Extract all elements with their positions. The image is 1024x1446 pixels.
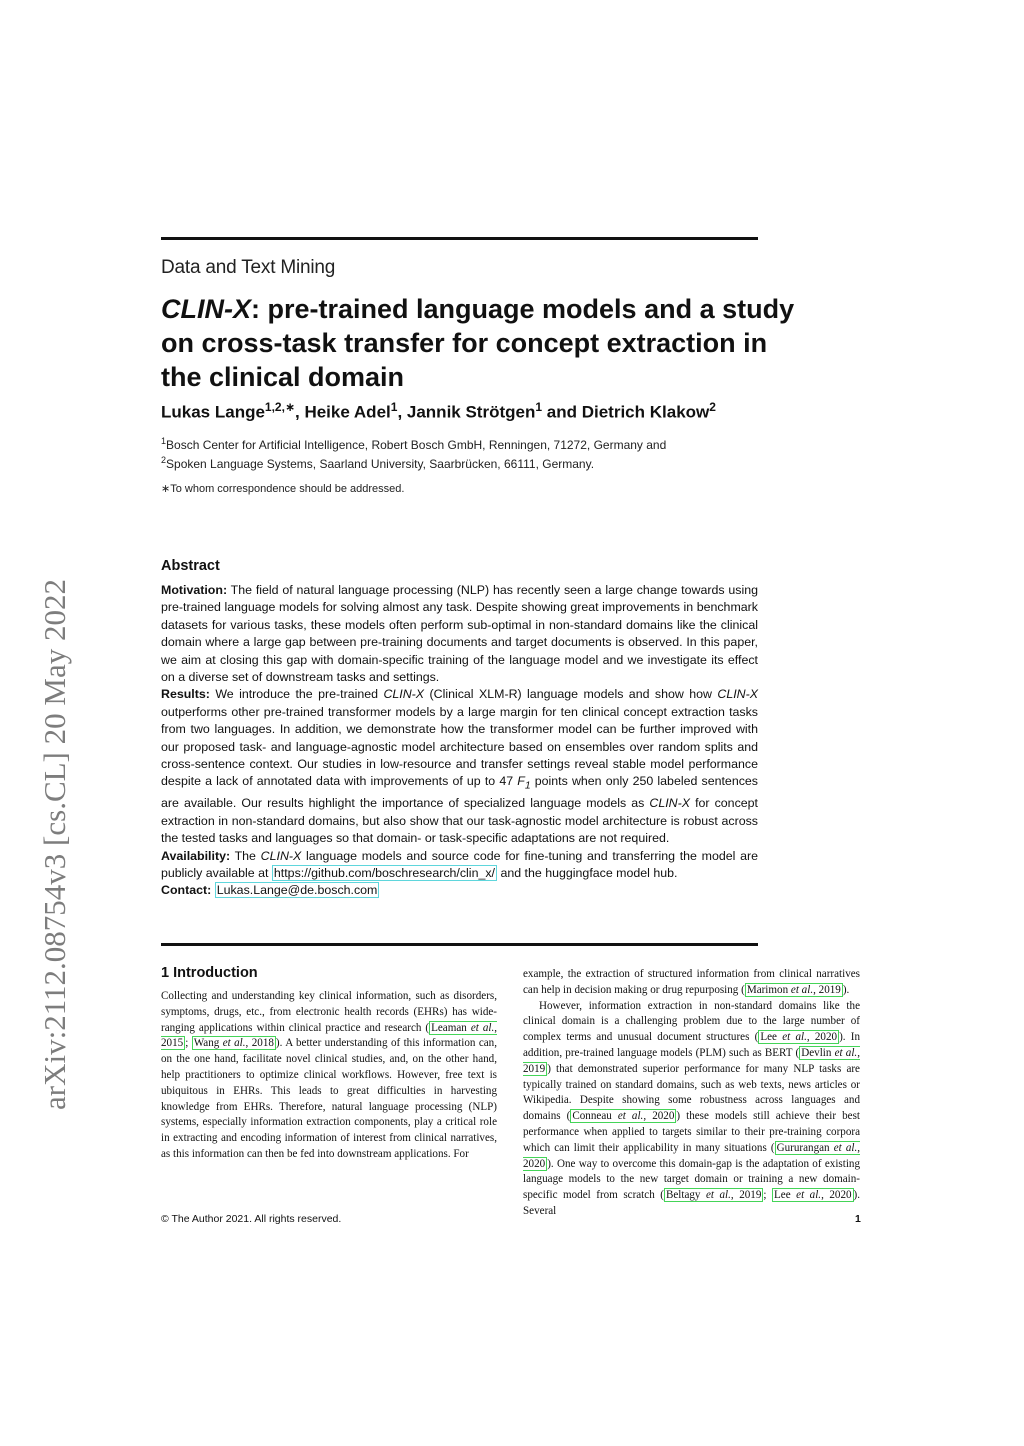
correspondence-text: To whom correspondence should be addressed. — [170, 483, 405, 495]
metric-letter: F — [517, 774, 525, 789]
intro-paragraph — [523, 999, 860, 1220]
body-text: ) these models still achieve their best performance when applied to targets similar to their pre-training corpora which can limit their applicability in many situations ( — [523, 1110, 861, 1154]
affiliation — [161, 436, 666, 452]
motivation-text: The field of natural language processing (NLP) has recently seen a large change towards using pre-trained language models for solving almost any task. Despite showing great improvements in benchmark datasets for various tasks, these models often perform sub-optimal in non-standard domains like the clinical domain where a large gap between pre-training documents and target documents is observed. In this paper, we aim at closing this gap with domain-specific training of the language model and we investigate its effect on a diverse set of downstream tasks and settings. — [161, 583, 758, 685]
arxiv-sidebar-stamp: arXiv:2112.08754v3 [cs.CL] 20 May 2022 — [37, 579, 72, 1110]
author-separator: , — [397, 402, 407, 422]
author-name: Jannik Strötgen — [406, 402, 536, 422]
citation-link[interactable]: Lee et al., 2020 — [760, 1031, 838, 1044]
model-name: CLIN-X — [649, 796, 691, 811]
body-text: ). Several — [523, 1189, 861, 1217]
results-text: outperforms other pre-trained transformer models by a large margin for ten clinical concept extraction tasks from two languages. In addition, we demonstrate how the transformer model can be further improved with our proposed task- and language-agnostic model architecture based on ensembles over random splits and cross-sentence context. Our studies in low-resource and transfer settings reveal stable model performance despite a lack of annotated data with improvements of up to 47 — [161, 704, 758, 789]
abstract-heading: Abstract — [161, 558, 220, 574]
author-marks: 1,2,∗ — [264, 400, 295, 414]
intro-right-column — [523, 967, 860, 1220]
section-heading: 1 Introduction — [161, 965, 258, 981]
affiliation-mark: 1 — [161, 436, 167, 446]
metric-symbol — [517, 774, 531, 792]
body-text: example, the extraction of structured information from clinical narratives can help in decision making or drug repurposing ( — [523, 968, 860, 996]
correspondence-mark: ∗ — [161, 483, 171, 495]
citation-link[interactable]: Wang et al., 2018 — [193, 1037, 274, 1050]
availability-text: and the huggingface model hub. — [500, 865, 678, 880]
results-text: (Clinical XLM-R) language models and show how — [429, 687, 712, 702]
body-text: ; — [185, 1037, 192, 1050]
model-name: CLIN-X — [717, 687, 759, 702]
abstract-motivation — [161, 582, 758, 686]
abstract-body — [161, 582, 758, 900]
affiliation-text: Bosch Center for Artificial Intelligence, Robert Bosch GmbH, Renningen, 71272, Germany and — [166, 438, 667, 452]
intro-paragraph — [161, 989, 497, 1163]
citation-link[interactable]: Leaman et al., 2015 — [161, 1021, 497, 1050]
motivation-label: Motivation: — [161, 583, 228, 597]
body-text: ). A better understanding of this information can, on the one hand, facilitate novel clinical studies, and, on the other hand, help practitioners to optimize clinical workflows. However, free text is ubiquitous in EHRs. This leads to great difficulties in harvesting knowledge from EHRs. Therefore, natural language processing (NLP) systems, especially information extraction components, play a critical role in extracting and encoding information of interest from clinical narratives, as this information can then be fed into downstream applications. For — [161, 1037, 497, 1160]
citation-link[interactable]: Lee et al., 2020 — [774, 1189, 852, 1202]
body-text: However, information extraction in non-standard domains like the clinical domain is a challenging problem due to the large number of complex terms and unusual document structures ( — [523, 999, 860, 1044]
header-rule — [161, 237, 758, 240]
intro-left-column — [161, 989, 497, 1163]
abstract-availability — [161, 848, 758, 883]
citation-link[interactable]: Marimon et al., 2019 — [746, 983, 841, 996]
intro-paragraph — [523, 967, 860, 999]
author-marks: 1 — [535, 400, 543, 414]
github-link[interactable]: https://github.com/boschresearch/clin_x/ — [273, 865, 495, 880]
body-text: Collecting and understanding key clinical information, such as disorders, symptoms, drugs, etc., from electronic health records (EHRs) has wide-ranging applications within clinical practice and research ( — [161, 990, 497, 1034]
paper-title — [161, 292, 801, 394]
results-text: We introduce the pre-trained — [215, 687, 379, 702]
availability-label: Availability: — [161, 848, 231, 863]
author-name: Heike Adel — [304, 402, 391, 422]
results-text: for concept extraction in non-standard domains, but also show that our task-agnostic model architecture is robust across the tested tasks and languages so that domain- or task-specific adaptations are not required. — [161, 796, 758, 846]
affiliation-mark: 2 — [161, 455, 167, 465]
model-name: CLIN-X — [260, 848, 302, 863]
body-text: ; — [763, 1189, 772, 1202]
body-text: ). — [842, 983, 850, 996]
contact-label: Contact: — [161, 883, 212, 898]
citation-link[interactable]: Gururangan et al., 2020 — [523, 1141, 860, 1170]
model-name: CLIN-X — [383, 687, 425, 702]
affiliation — [161, 455, 594, 471]
availability-text: The — [234, 848, 256, 863]
category-label: Data and Text Mining — [161, 257, 336, 278]
author-marks: 2 — [709, 400, 716, 414]
copyright-footer: © The Author 2021. All rights reserved. — [161, 1213, 342, 1225]
availability-text: language models and source code for fine-tuning and transferring the model are publicly available at — [161, 848, 758, 880]
metric-subscript: 1 — [524, 780, 531, 792]
abstract-results — [161, 686, 758, 847]
citation-link[interactable]: Devlin et al., 2019 — [523, 1046, 860, 1075]
body-text: ). In addition, pre-trained language models (PLM) such as BERT ( — [523, 1031, 861, 1059]
section-rule — [161, 943, 758, 946]
title-model-name: CLIN-X — [161, 294, 251, 324]
author-separator: and — [542, 402, 582, 422]
results-text: points when only 250 labeled sentences are available. Our results highlight the importance of specialized language models as — [161, 774, 758, 811]
citation-link[interactable]: Beltagy et al., 2019 — [665, 1189, 762, 1202]
citation-link[interactable]: Conneau et al., 2020 — [572, 1110, 675, 1123]
body-text: ). One way to overcome this domain-gap is the adaptation of existing language models to the new target domain or training a new domain-specific model from scratch ( — [523, 1157, 860, 1202]
correspondence-note — [161, 482, 404, 495]
results-label: Results: — [161, 687, 210, 702]
abstract-contact — [161, 882, 758, 899]
body-text: ) that demonstrated superior performance for many NLP tasks are typically trained on standard domains, such as web texts, news articles or Wikipedia. Despite showing some robustness across languages and domains ( — [523, 1062, 860, 1123]
author-name: Dietrich Klakow — [581, 402, 710, 422]
contact-email-link[interactable]: Lukas.Lange@de.bosch.com — [216, 883, 378, 898]
author-list — [161, 400, 716, 423]
title-text: : pre-trained language models and a study on cross-task transfer for concept extraction in the clinical domain — [161, 294, 795, 392]
author-separator: , — [295, 402, 305, 422]
author-name: Lukas Lange — [161, 402, 265, 422]
page-number: 1 — [855, 1213, 861, 1225]
author-marks: 1 — [390, 400, 398, 414]
affiliation-text: Spoken Language Systems, Saarland University, Saarbrücken, 66111, Germany. — [166, 457, 595, 471]
